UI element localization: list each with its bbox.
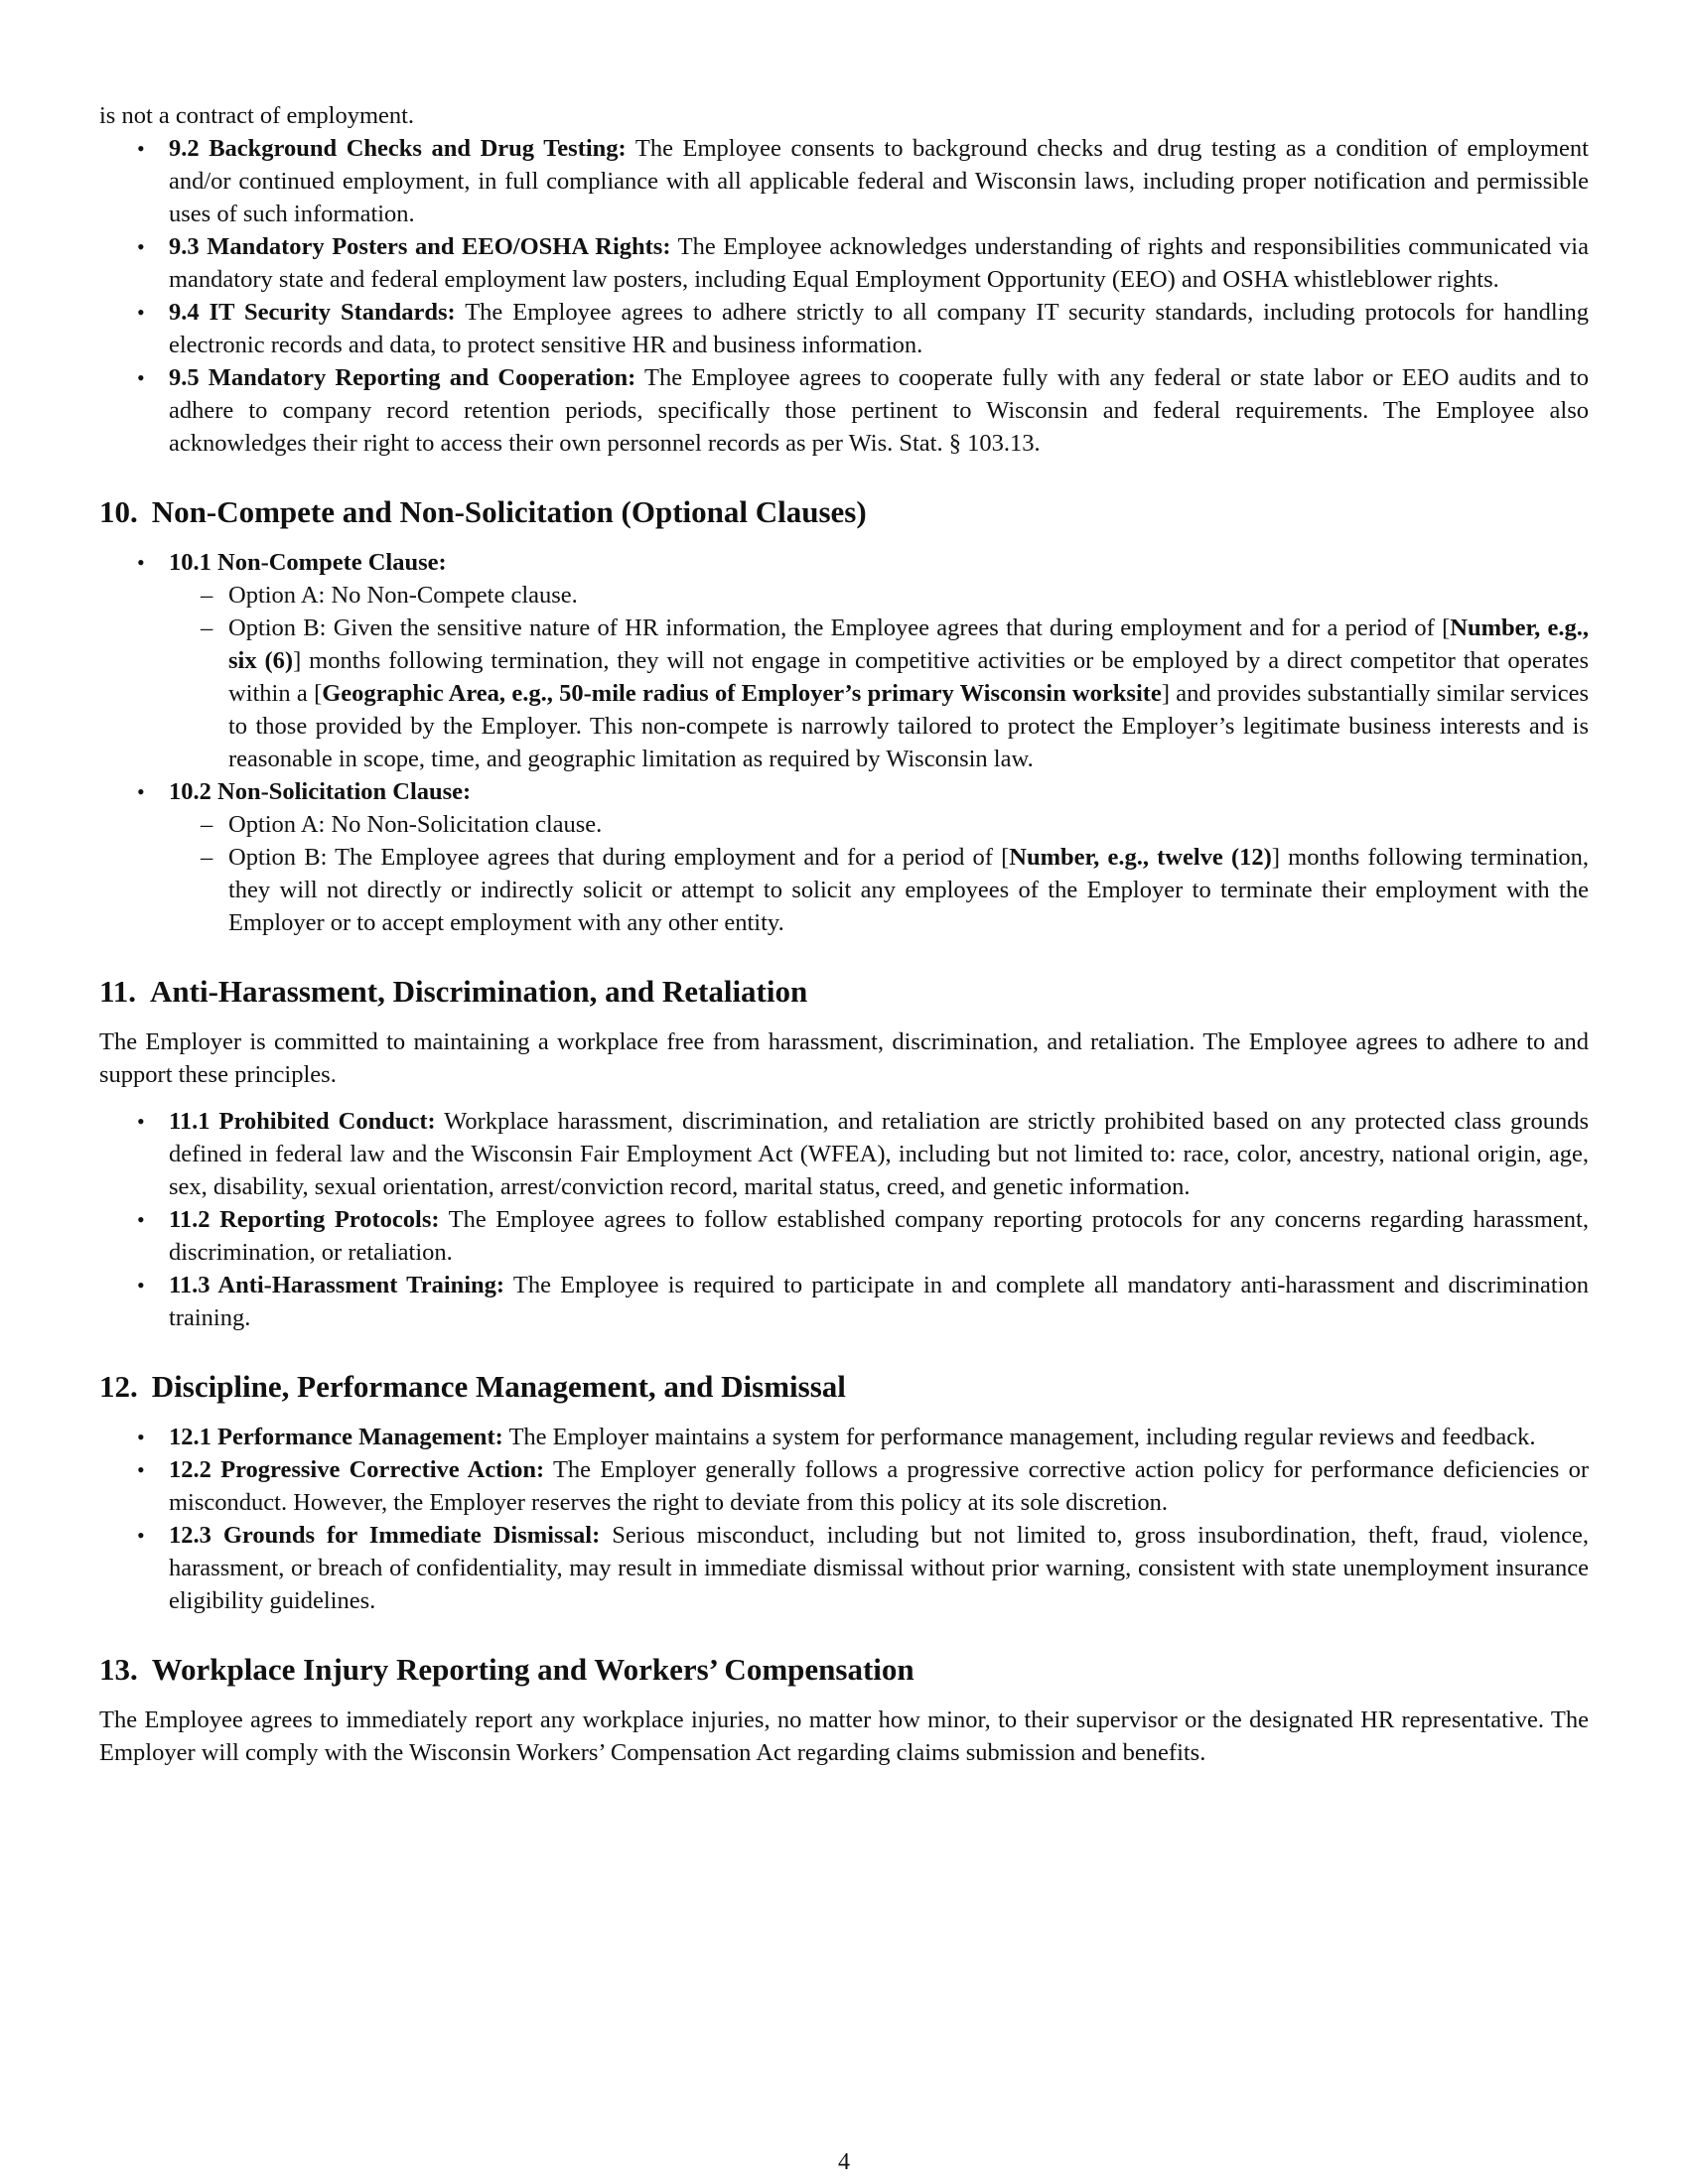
options-list [169, 808, 1589, 939]
item-text: Workplace harassment, discrimination, and retaliation are strictly prohibited based on any protected class grounds defined in federal law and the Wisconsin Fair Employment Act (WFEA), including but not limited to: race, color, ancestry, national origin, age, sex, disability, sexual orientation, arrest/conviction record, marital status, creed, and genetic information. [169, 1108, 1589, 1200]
section-11-list [99, 1105, 1589, 1334]
option-b [169, 841, 1589, 939]
item-title: 12.3 Grounds for Immediate Dismissal: [169, 1522, 601, 1549]
section-title: Workplace Injury Reporting and Workers’ Compensation [151, 1652, 914, 1687]
continuation-text: is not a contract of employment. [99, 102, 415, 129]
option-a: – Option A: No Non-Compete clause. [169, 579, 1589, 612]
item-text: Serious misconduct, including but not limited to, gross insubordination, theft, fraud, violence, harassment, or breach of confidentiality, may result in immediate dismissal without prior warning, consistent with state unemployment insurance eligibility guidelines. [169, 1522, 1589, 1614]
section-10-heading [99, 492, 1589, 532]
placeholder-text: Geographic Area, e.g., 50-mile radius of Employer’s primary Wisconsin worksite [322, 680, 1162, 707]
section-number: 11. [99, 974, 137, 1009]
section-number: 10. [99, 494, 138, 529]
section-12-heading [99, 1367, 1589, 1407]
option-text: ] months following termination, they will not directly or indirectly solicit or attempt to solicit any employees of the Employer to terminate their employment with the Employer or to accept employment with any other entity. [228, 844, 1590, 936]
option-text: Option B: The Employee agrees that during employment and for a period of [ [228, 844, 1010, 871]
option-a: – Option A: No Non-Solicitation clause. [169, 808, 1589, 841]
section-title: Anti-Harassment, Discrimination, and Retaliation [150, 974, 808, 1009]
item-text: The Employee consents to background checks and drug testing as a condition of employment and/or continued employment, in full compliance with all applicable federal and Wisconsin laws, including proper notification and permissible uses of such information. [169, 135, 1589, 227]
option-text: Option B: Given the sensitive nature of HR information, the Employee agrees that during employment and for a period of [ [228, 614, 1451, 641]
item-title: 10.2 Non-Solicitation Clause: [169, 778, 472, 805]
item-text: The Employer generally follows a progressive corrective action policy for performance deficiencies or misconduct. However, the Employer reserves the right to deviate from this policy at its sole discretion. [169, 1456, 1589, 1516]
item-10-1 [99, 546, 1589, 775]
options-list [169, 579, 1589, 775]
item-title: 9.4 IT Security Standards: [169, 299, 456, 326]
option-text: ] and provides substantially similar services to those provided by the Employer. This non-compete is narrowly tailored to protect the Employer’s legitimate business interests and is reasonable in scope, time, and geographic limitation as required by Wisconsin law. [228, 680, 1589, 772]
item-11-3 [99, 1269, 1589, 1334]
section-number: 12. [99, 1369, 138, 1404]
item-title: 9.2 Background Checks and Drug Testing: [169, 135, 627, 162]
item-title: 10.1 Non-Compete Clause: [169, 549, 447, 576]
section-13-heading [99, 1650, 1589, 1690]
item-9-4 [99, 296, 1589, 361]
item-9-2 [99, 132, 1589, 230]
item-title: 11.2 Reporting Protocols: [169, 1206, 440, 1233]
item-title: 12.1 Performance Management: [169, 1424, 503, 1450]
item-12-3 [99, 1519, 1589, 1617]
item-10-2 [99, 775, 1589, 939]
item-9-5 [99, 361, 1589, 460]
section-number: 13. [99, 1652, 138, 1687]
item-title: 11.3 Anti-Harassment Training: [169, 1272, 505, 1298]
item-text: The Employee acknowledges understanding of rights and responsibilities communicated via mandatory state and federal employment law posters, including Equal Employment Opportunity (EEO) and OSHA whistleblower rights. [169, 233, 1589, 293]
item-text: The Employee is required to participate in and complete all mandatory anti-harassment and discrimination training. [169, 1272, 1589, 1331]
placeholder-text: Number, e.g., six (6) [228, 614, 1589, 674]
placeholder-text: Number, e.g., twelve (12) [1009, 844, 1272, 871]
section-12-list [99, 1421, 1589, 1617]
document-page [99, 99, 1589, 1769]
section-title: Discipline, Performance Management, and Dismissal [151, 1369, 846, 1404]
item-title: 9.3 Mandatory Posters and EEO/OSHA Rights: [169, 233, 671, 260]
item-12-2 [99, 1453, 1589, 1519]
page-number: 4 [838, 2149, 850, 2175]
section-9-list [99, 132, 1589, 460]
section-13-text: The Employee agrees to immediately report any workplace injuries, no matter how minor, to their supervisor or the designated HR representative. The Employer will comply with the Wisconsin Workers’ Compensation Act regarding claims submission and benefits. [99, 1706, 1589, 1766]
item-title: 9.5 Mandatory Reporting and Cooperation: [169, 364, 636, 391]
item-11-1 [99, 1105, 1589, 1203]
item-9-3 [99, 230, 1589, 296]
section-11-intro: The Employer is committed to maintaining a workplace free from harassment, discrimination, and retaliation. The Employee agrees to adhere to and support these principles. [99, 1028, 1589, 1088]
item-title: 11.1 Prohibited Conduct: [169, 1108, 436, 1135]
item-text: The Employee agrees to cooperate fully with any federal or state labor or EEO audits and to adhere to company record retention periods, specifically those pertinent to Wisconsin and federal requirements. The Employee also acknowledges their right to access their own personnel records as per Wis. Stat. § 103.13. [169, 364, 1589, 457]
option-text: ] months following termination, they will not engage in competitive activities or be employed by a direct competitor that operates within a [ [228, 647, 1589, 707]
section-11-heading [99, 972, 1589, 1012]
option-b [169, 612, 1589, 775]
item-11-2 [99, 1203, 1589, 1269]
item-text: The Employer maintains a system for performance management, including regular reviews and feedback. [502, 1424, 1536, 1450]
section-title: Non-Compete and Non-Solicitation (Optional Clauses) [151, 494, 867, 529]
section-10-list [99, 546, 1589, 939]
item-text: The Employee agrees to follow established company reporting protocols for any concerns regarding harassment, discrimination, or retaliation. [169, 1206, 1589, 1266]
item-title: 12.2 Progressive Corrective Action: [169, 1456, 545, 1483]
item-text: The Employee agrees to adhere strictly to all company IT security standards, including protocols for handling electronic records and data, to protect sensitive HR and business information. [169, 299, 1589, 358]
item-12-1 [99, 1421, 1589, 1453]
